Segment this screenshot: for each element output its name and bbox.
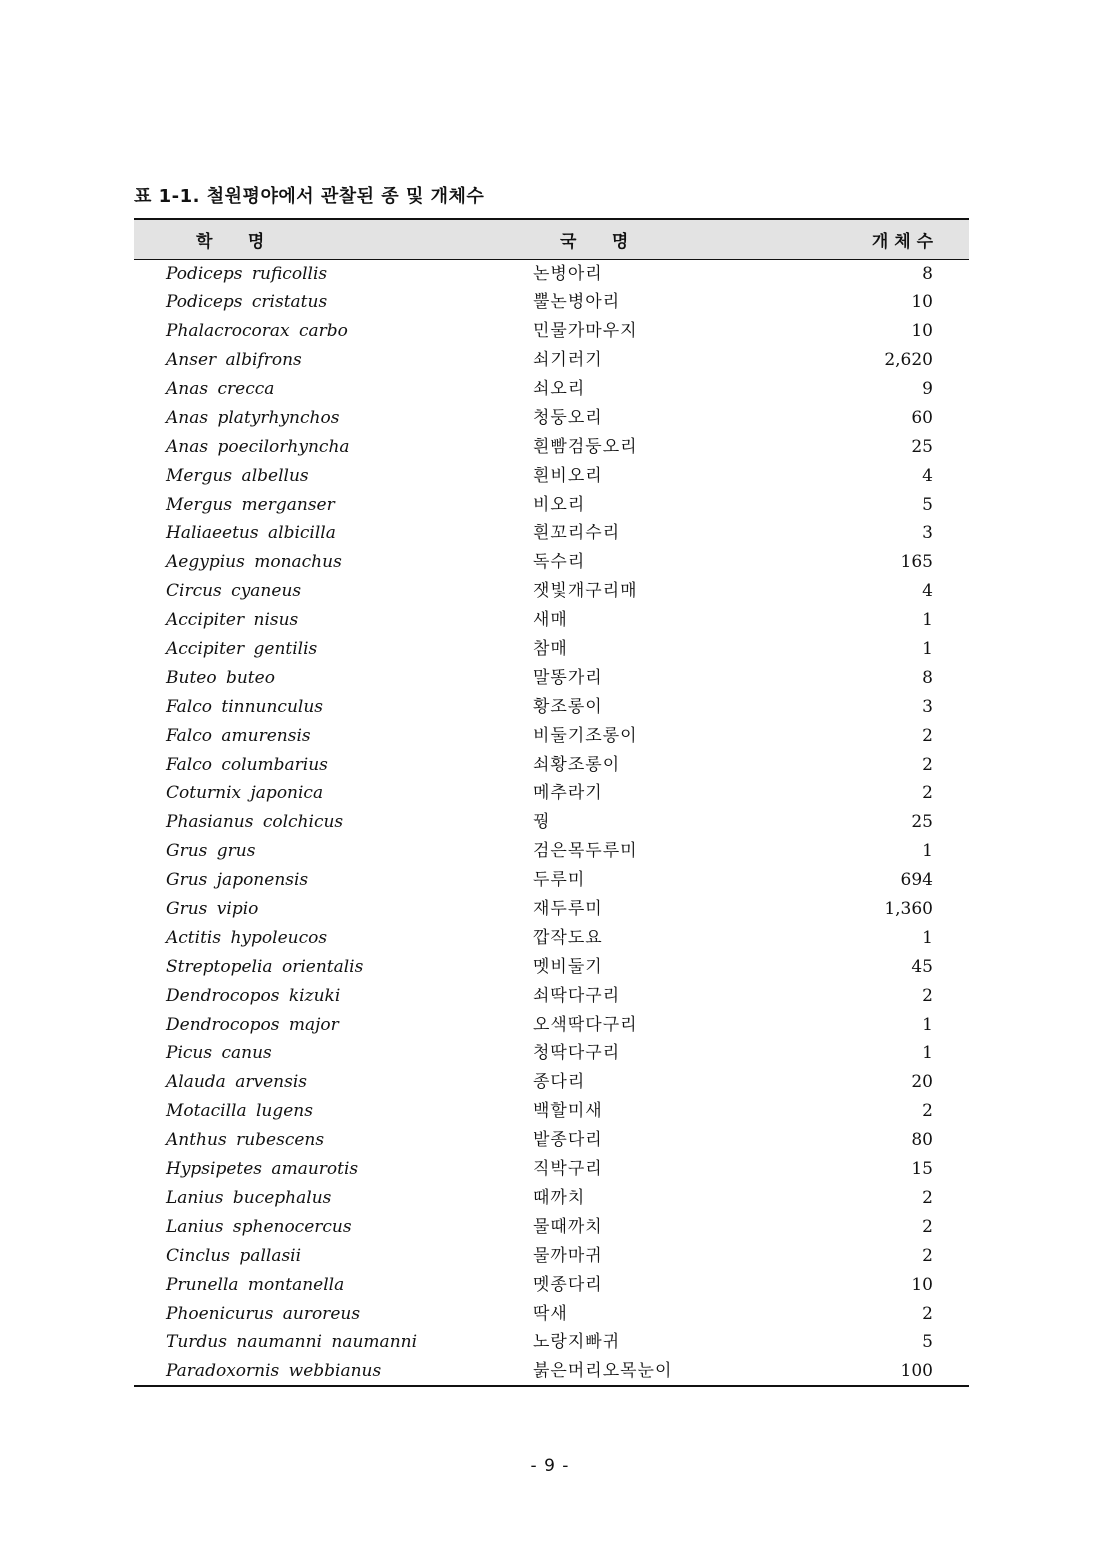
korean-name-cell: 청둥오리: [533, 407, 603, 428]
scientific-name-cell: Mergus albellus: [166, 465, 309, 486]
table-row: [134, 461, 969, 490]
table-row: [134, 403, 969, 432]
korean-name-cell: 오색딱다구리: [533, 1014, 638, 1035]
count-cell: 2: [922, 1245, 933, 1266]
count-cell: 3: [922, 696, 933, 717]
scientific-name-cell: Podiceps cristatus: [166, 292, 328, 313]
korean-name-cell: 꿩: [533, 812, 551, 833]
scientific-name-cell: Streptopelia orientalis: [166, 956, 364, 977]
count-cell: 10: [911, 292, 933, 313]
scientific-name-cell: Phasianus colchicus: [166, 812, 344, 833]
count-cell: 2,620: [884, 350, 933, 371]
scientific-name-cell: Aegypius monachus: [166, 552, 342, 573]
scientific-name-cell: Anthus rubescens: [166, 1130, 325, 1151]
table-row: [134, 1184, 969, 1213]
count-cell: 2: [922, 1303, 933, 1324]
korean-name-cell: 메추라기: [533, 783, 603, 804]
count-cell: 2: [922, 1101, 933, 1122]
header-scientific-name: 학 명: [134, 219, 502, 259]
table-row: [134, 779, 969, 808]
korean-name-cell: 멧비둘기: [533, 956, 603, 977]
korean-name-cell: 논병아리: [533, 263, 603, 284]
korean-name-cell: 붉은머리오목눈이: [502, 1357, 802, 1386]
count-cell: 1,360: [884, 899, 933, 920]
scientific-name-cell: Falco columbarius: [166, 754, 328, 775]
korean-name-cell: 백할미새: [533, 1101, 603, 1122]
korean-name-cell: 밭종다리: [533, 1130, 603, 1151]
table-row: [134, 346, 969, 375]
korean-name-cell: 쇠오리: [533, 379, 586, 399]
count-cell: 8: [922, 263, 933, 284]
count-cell: 4: [922, 581, 933, 602]
korean-name-cell: 청딱다구리: [533, 1043, 621, 1064]
scientific-name-cell: Alauda arvensis: [166, 1072, 307, 1093]
count-cell: 80: [911, 1130, 933, 1151]
table-row: [134, 432, 969, 461]
scientific-name-cell: Podiceps ruficollis: [166, 263, 328, 284]
table-row: [134, 259, 969, 288]
table-row: [134, 1328, 969, 1357]
table-row: [134, 866, 969, 895]
count-cell: 1: [922, 841, 933, 862]
table-row: [134, 317, 969, 346]
scientific-name-cell: Dendrocopos kizuki: [166, 985, 341, 1006]
korean-name-cell: 물까마귀: [533, 1245, 603, 1266]
table-row: [134, 1039, 969, 1068]
table-header-row: [134, 219, 969, 259]
korean-name-cell: 멧종다리: [533, 1274, 603, 1295]
count-cell: 2: [922, 985, 933, 1006]
scientific-name-cell: Prunella montanella: [166, 1274, 345, 1295]
table-row: [134, 750, 969, 779]
scientific-name-cell: Actitis hypoleucos: [166, 927, 328, 948]
table-row: [134, 519, 969, 548]
korean-name-cell: 깝작도요: [533, 927, 603, 948]
table-row: [134, 1068, 969, 1097]
scientific-name-cell: Phalacrocorax carbo: [166, 321, 348, 342]
korean-name-cell: 쇠딱다구리: [533, 985, 621, 1006]
korean-name-cell: 물때까치: [533, 1216, 603, 1237]
count-cell: 1: [922, 1043, 933, 1064]
count-cell: 10: [911, 1274, 933, 1295]
scientific-name-cell: Paradoxornis webbianus: [134, 1357, 502, 1386]
species-table: [134, 218, 969, 1387]
count-cell: 3: [922, 523, 933, 544]
scientific-name-cell: Hypsipetes amaurotis: [166, 1159, 359, 1180]
korean-name-cell: 재두루미: [533, 899, 603, 920]
scientific-name-cell: Coturnix japonica: [166, 783, 324, 804]
count-cell: 1: [922, 1014, 933, 1035]
count-cell: 2: [922, 754, 933, 775]
korean-name-cell: 쇠기러기: [533, 350, 603, 371]
count-cell: 10: [911, 321, 933, 342]
korean-name-cell: 흰비오리: [533, 465, 603, 486]
count-cell: 25: [911, 812, 933, 833]
table-row: [134, 1270, 969, 1299]
table-row: [134, 981, 969, 1010]
korean-name-cell: 두루미: [533, 870, 586, 891]
korean-name-cell: 새매: [533, 610, 568, 631]
table-row: [134, 808, 969, 837]
korean-name-cell: 직박구리: [533, 1159, 603, 1180]
scientific-name-cell: Accipiter nisus: [166, 610, 299, 631]
count-cell: 2: [922, 783, 933, 804]
scientific-name-cell: Anas poecilorhyncha: [166, 436, 350, 457]
count-cell: 2: [922, 1216, 933, 1237]
table-row: [134, 923, 969, 952]
table-row: [134, 1010, 969, 1039]
korean-name-cell: 흰빰검둥오리: [533, 436, 638, 457]
count-cell: 45: [911, 956, 933, 977]
table-row: [134, 288, 969, 317]
korean-name-cell: 말똥가리: [533, 667, 603, 688]
scientific-name-cell: Lanius bucephalus: [166, 1187, 332, 1208]
scientific-name-cell: Picus canus: [166, 1043, 272, 1064]
scientific-name-cell: Mergus merganser: [166, 494, 335, 515]
scientific-name-cell: Accipiter gentilis: [166, 639, 318, 660]
scientific-name-cell: Dendrocopos major: [166, 1014, 339, 1035]
scientific-name-cell: Grus grus: [166, 841, 256, 862]
table-row: [134, 721, 969, 750]
korean-name-cell: 잿빛개구리매: [533, 581, 638, 602]
scientific-name-cell: Grus japonensis: [166, 870, 309, 891]
korean-name-cell: 비오리: [533, 494, 586, 515]
korean-name-cell: 비둘기조롱이: [533, 725, 638, 746]
korean-name-cell: 뿔논병아리: [533, 292, 621, 313]
scientific-name-cell: Anas platyrhynchos: [166, 407, 340, 428]
table-row: [134, 837, 969, 866]
count-cell: 165: [900, 552, 933, 573]
count-cell: 5: [922, 494, 933, 515]
korean-name-cell: 민물가마우지: [533, 321, 638, 342]
table-row: [134, 548, 969, 577]
scientific-name-cell: Grus vipio: [166, 899, 259, 920]
table-row: [134, 663, 969, 692]
scientific-name-cell: Buteo buteo: [166, 667, 275, 688]
korean-name-cell: 쇠황조롱이: [533, 754, 621, 775]
scientific-name-cell: Circus cyaneus: [166, 581, 302, 602]
scientific-name-cell: Anser albifrons: [166, 350, 302, 371]
count-cell: 2: [922, 725, 933, 746]
count-cell: 8: [922, 667, 933, 688]
korean-name-cell: 딱새: [533, 1303, 568, 1324]
table-row: [134, 1097, 969, 1126]
scientific-name-cell: Falco amurensis: [166, 725, 311, 746]
scientific-name-cell: Falco tinnunculus: [166, 696, 324, 717]
table-row: [134, 635, 969, 664]
scientific-name-cell: Motacilla lugens: [166, 1101, 313, 1122]
table-row: [134, 1299, 969, 1328]
scientific-name-cell: Haliaeetus albicilla: [166, 523, 336, 544]
scientific-name-cell: Lanius sphenocercus: [166, 1216, 352, 1237]
table-row: [134, 490, 969, 519]
count-cell: 60: [911, 407, 933, 428]
table-row: [134, 375, 969, 404]
korean-name-cell: 황조롱이: [533, 696, 603, 717]
count-cell: 1: [922, 610, 933, 631]
count-cell: 1: [922, 639, 933, 660]
count-cell: 1: [922, 927, 933, 948]
table-row: [134, 1126, 969, 1155]
table-row: [134, 1155, 969, 1184]
table-row: [134, 1357, 969, 1386]
header-korean-name: 국 명: [502, 219, 802, 259]
page-title: 표 1-1. 철원평야에서 관찰된 종 및 개체수: [134, 186, 485, 207]
korean-name-cell: 참매: [533, 639, 568, 660]
count-cell: 100: [802, 1357, 969, 1386]
scientific-name-cell: Phoenicurus auroreus: [166, 1303, 361, 1324]
table-row: [134, 606, 969, 635]
count-cell: 4: [922, 465, 933, 486]
count-cell: 20: [911, 1072, 933, 1093]
count-cell: 2: [922, 1187, 933, 1208]
scientific-name-cell: Turdus naumanni naumanni: [166, 1332, 418, 1353]
korean-name-cell: 검은목두루미: [533, 841, 638, 862]
table-row: [134, 895, 969, 924]
table-body: [134, 259, 969, 1386]
table-header: [134, 219, 969, 259]
scientific-name-cell: Cinclus pallasii: [166, 1245, 302, 1266]
count-cell: 25: [911, 436, 933, 457]
page-number: - 9 -: [530, 1456, 570, 1476]
header-count: 개 체 수: [802, 219, 969, 259]
table-row: [134, 692, 969, 721]
korean-name-cell: 흰꼬리수리: [533, 523, 621, 544]
count-cell: 694: [900, 870, 933, 891]
korean-name-cell: 독수리: [533, 552, 586, 573]
count-cell: 5: [922, 1332, 933, 1353]
table-row: [134, 1241, 969, 1270]
scientific-name-cell: Anas crecca: [166, 379, 275, 399]
table-row: [134, 1212, 969, 1241]
table-row: [134, 952, 969, 981]
count-cell: 15: [911, 1159, 933, 1180]
table-row: [134, 577, 969, 606]
korean-name-cell: 노랑지빠귀: [533, 1332, 621, 1353]
count-cell: 9: [922, 379, 933, 399]
korean-name-cell: 때까치: [533, 1187, 586, 1208]
korean-name-cell: 종다리: [533, 1072, 586, 1093]
